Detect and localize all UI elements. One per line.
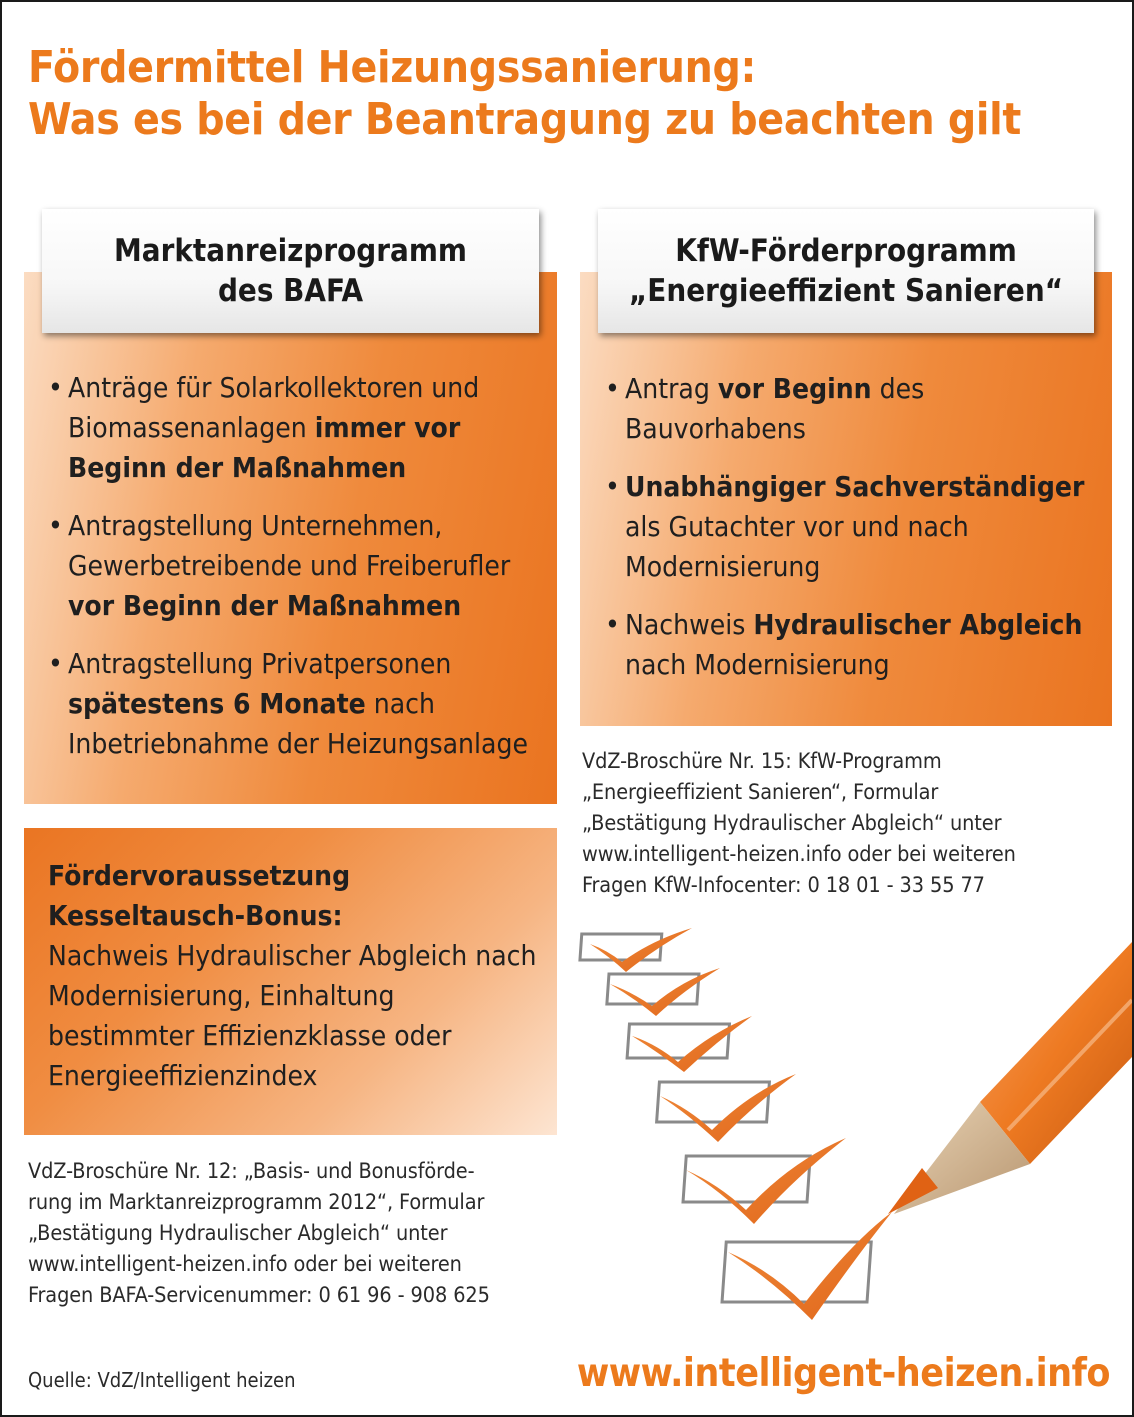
bafa-note-line: „Bestätigung Hydraulischer Abgleich“ unter [28,1221,448,1246]
bafa-heading-line-2: des BAFA [217,273,364,309]
bafa-bullet: • Antragstellung Privatpersonen spätestens 6 Monate nach Inbetriebnahme der Heizungsanlage [46,644,546,764]
title-line-2: Was es bei der Beantragung zu beachten gilt [28,94,1022,145]
kfw-note-line: „Bestätigung Hydraulischer Abgleich“ unter [582,811,1002,836]
source-note: Quelle: VdZ/Intelligent heizen [28,1368,296,1392]
bafa-note [28,1156,490,1311]
checklist-pencil-illustration [562,902,1132,1332]
bafa-heading [42,209,539,333]
kfw-bullet-list [603,369,1103,703]
bafa-note-line: rung im Marktanreizprogramm 2012“, Formular [28,1190,485,1215]
kfw-heading-line-2: „Energieeffizient Sanieren“ [628,273,1064,309]
kfw-heading-line-1: KfW-Förderprogramm [675,233,1017,269]
kfw-heading [598,209,1094,333]
bafa-bullet-list [46,368,546,782]
bafa-note-line: Fragen BAFA-Servicenummer: 0 61 96 - 908 625 [28,1283,490,1308]
page-title [28,42,1021,146]
kfw-bullet: • Antrag vor Beginn des Bauvorhabens [603,369,1103,449]
kfw-note [582,746,1016,901]
bafa-bullet: • Antragstellung Unternehmen, Gewerbetreibende und Freiberufler vor Beginn der Maßnahmen [46,506,546,626]
checkmark-icon [728,1212,892,1320]
bafa-note-line: www.intelligent-heizen.info oder bei weiteren [28,1252,462,1277]
bonus-content [48,856,538,1096]
bafa-note-line: VdZ-Broschüre Nr. 12: „Basis- und Bonusförde- [28,1159,475,1184]
website-link[interactable]: www.intelligent-heizen.info [576,1351,1110,1396]
checkmark-icon [660,1074,796,1142]
kfw-note-line: VdZ-Broschüre Nr. 15: KfW-Programm [582,749,942,774]
kfw-bullet: • Unabhängiger Sachverständiger als Gutachter vor und nach Modernisierung [603,467,1103,587]
pencil-icon [888,942,1132,1214]
bafa-heading-line-1: Marktanreizprogramm [114,233,467,269]
bonus-heading: Fördervoraussetzung Kesseltausch-Bonus: [48,859,351,932]
checkmark-icon [686,1138,846,1224]
kfw-note-line: www.intelligent-heizen.info oder bei weiteren [582,842,1016,867]
kfw-bullet: • Nachweis Hydraulischer Abgleich nach Modernisierung [603,605,1103,685]
checkbox-icon [722,1242,871,1302]
kfw-note-line: Fragen KfW-Infocenter: 0 18 01 - 33 55 77 [582,873,985,898]
bafa-bullet: • Anträge für Solarkollektoren und Biomassenanlagen immer vor Beginn der Maßnahmen [46,368,546,488]
title-line-1: Fördermittel Heizungssanierung: [28,42,757,93]
bonus-text: Nachweis Hydraulischer Abgleich nach Modernisierung, Einhaltung bestimmter Effizienzklasse oder Energieeffizienzindex [48,939,537,1092]
kfw-note-line: „Energieeffizient Sanieren“, Formular [582,780,939,805]
